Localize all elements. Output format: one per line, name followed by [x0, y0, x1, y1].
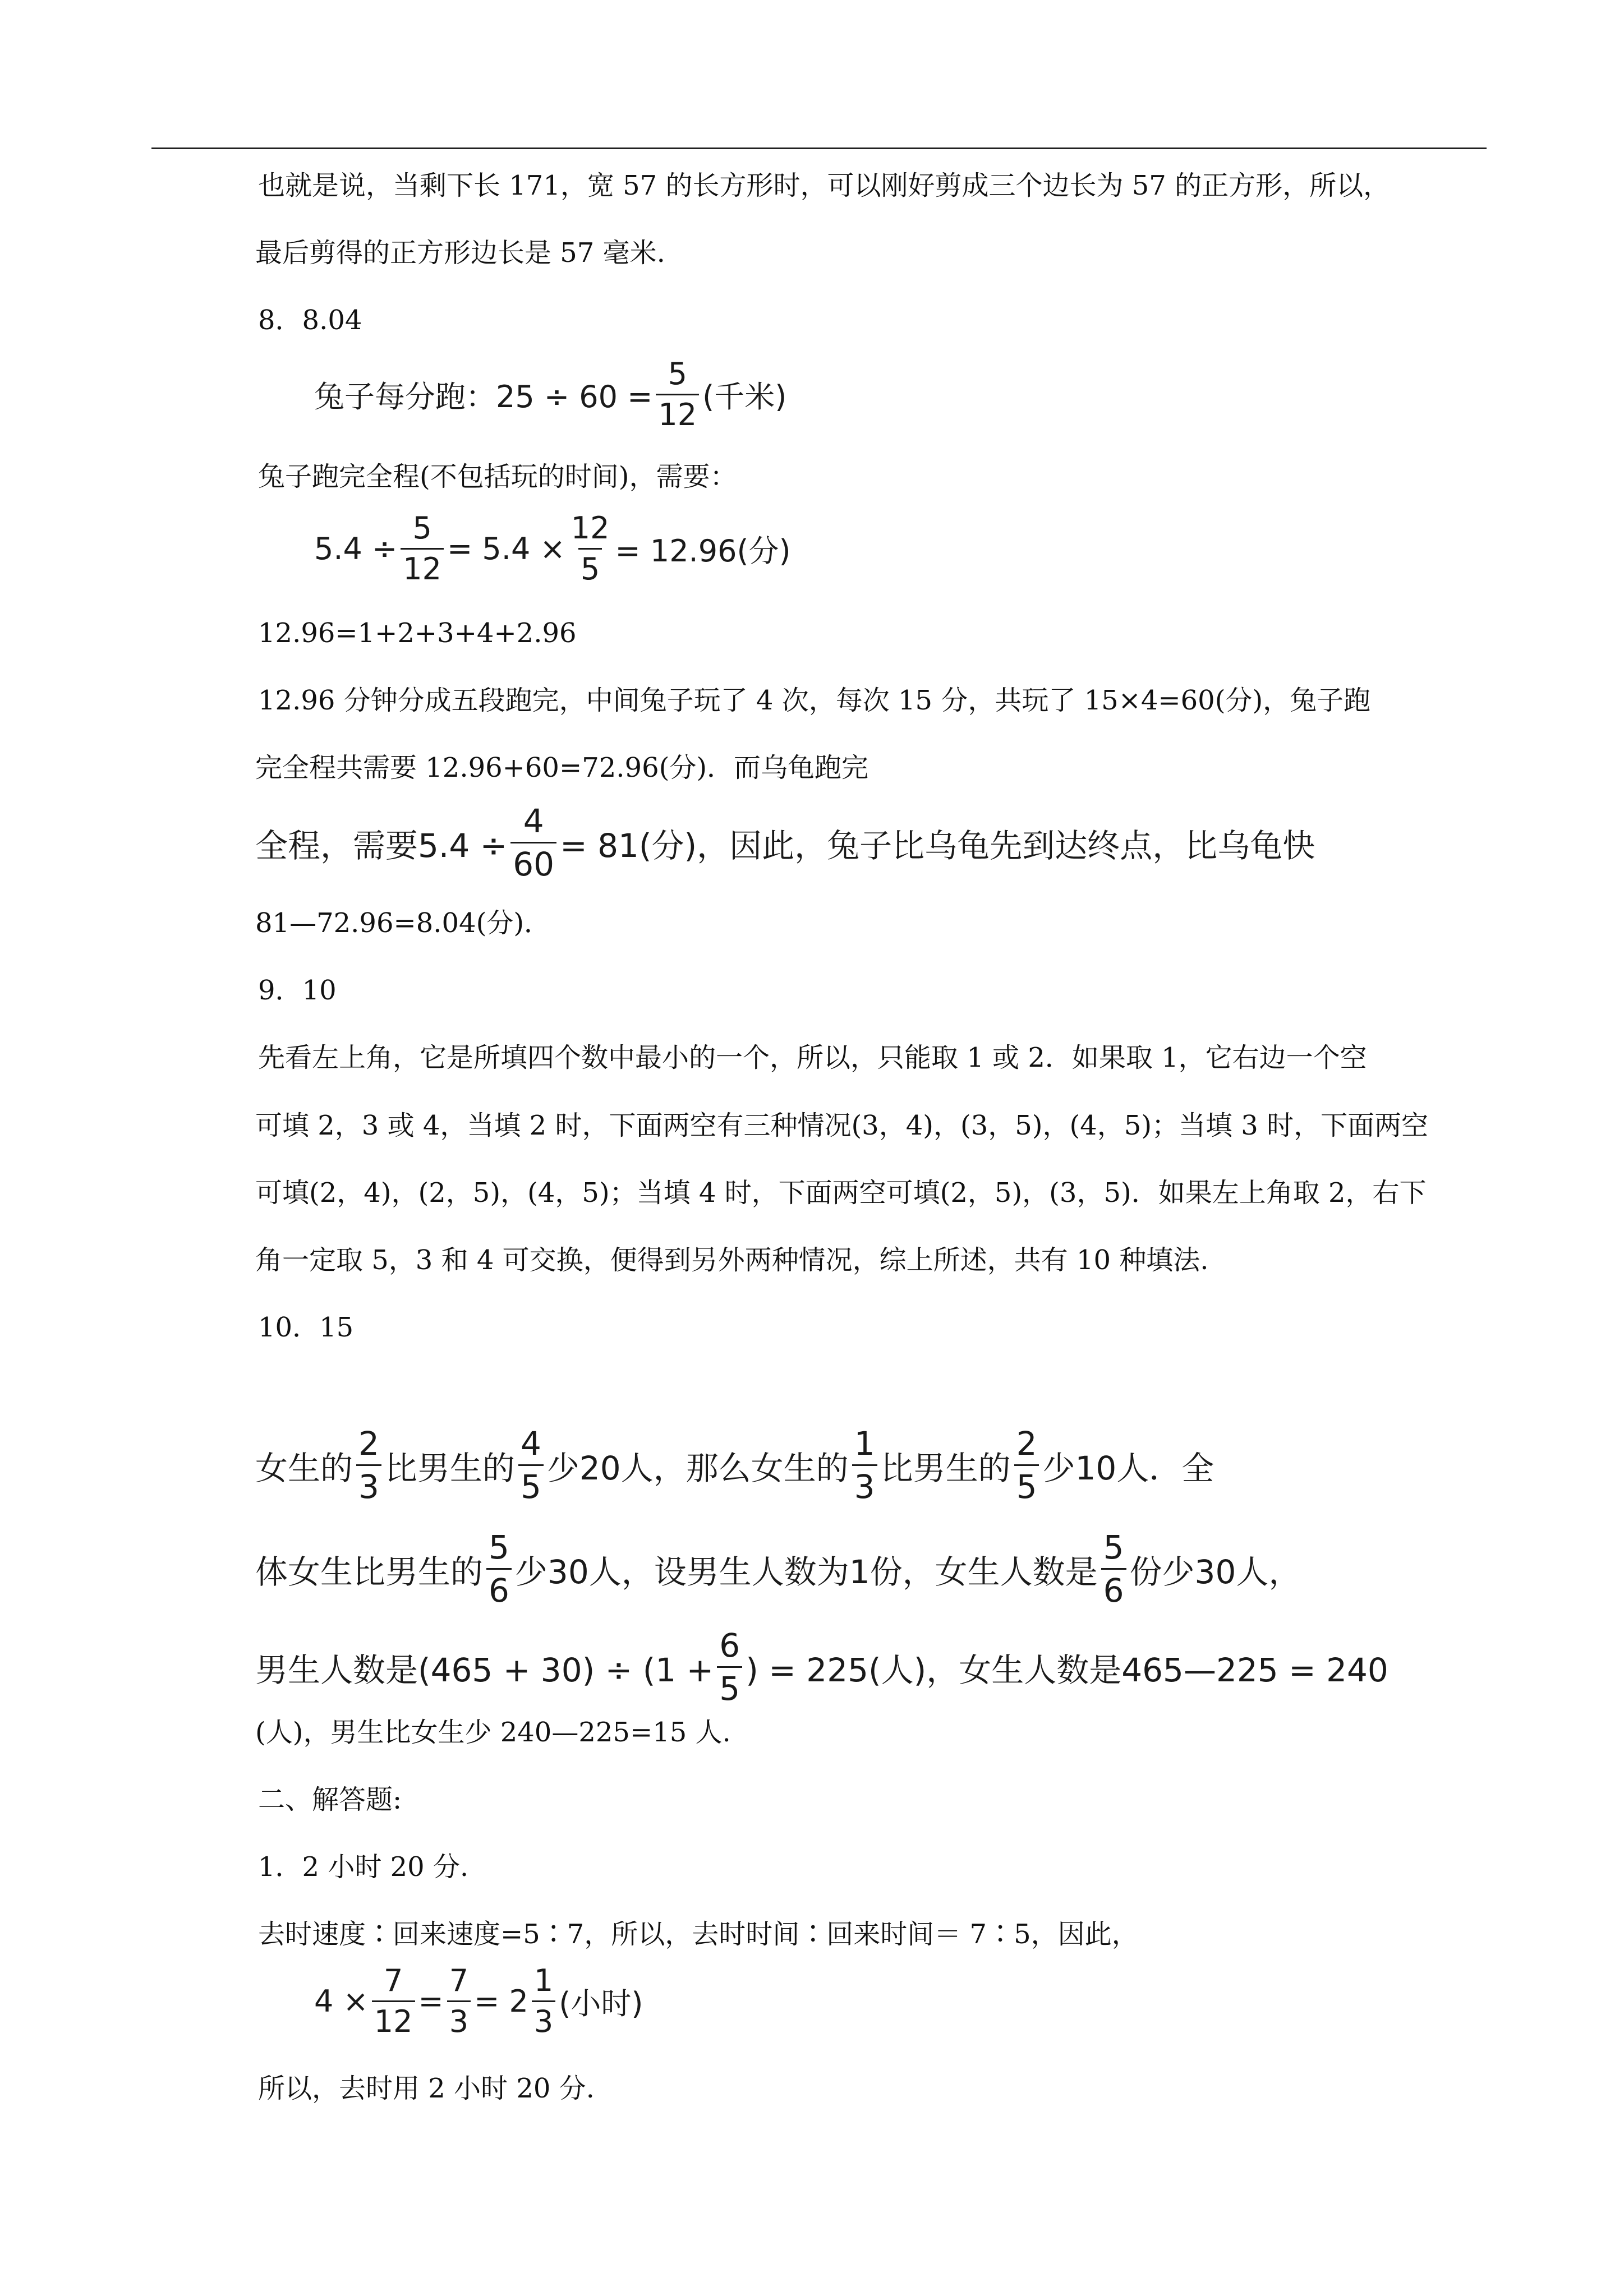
header-rule	[151, 147, 1487, 149]
text-line: 可填 2，3 或 4，当填 2 时，下面两空有三种情况(3，4)，(3，5)，(4，5)；当填 3 时，下面两空	[255, 1110, 1429, 1141]
question-10-answer: 10．15	[258, 1312, 354, 1343]
text-line: 兔子跑完全程(不包括玩的时间)，需要：	[258, 461, 737, 492]
math-text: (千米)	[702, 379, 787, 414]
question-9-answer: 9．10	[258, 975, 337, 1006]
fraction: $\frac{5}{12}$	[401, 513, 444, 584]
question-8-answer: 8．8.04	[258, 305, 362, 336]
fraction: $\frac{4}{5}$	[518, 1427, 544, 1503]
section-heading: 二、解答题:	[258, 1784, 402, 1815]
fraction: $\frac{2}{3}$	[356, 1427, 381, 1503]
math-time: 4 × $\frac{7}{12}$ = $\frac{7}{3}$ = 2 $\frac{1}{3}$ (小时)	[314, 1963, 643, 2039]
math-rabbit-speed	[314, 356, 787, 432]
text-line: 最后剪得的正方形边长是 57 毫米.	[255, 237, 665, 269]
text-line: 去时速度∶回来速度=5∶7，所以，去时时间∶回来时间＝ 7∶5，因此，	[258, 1919, 1139, 1950]
fraction: $\frac{7}{12}$	[372, 1966, 415, 2037]
fraction: $\frac{1}{3}$	[532, 1966, 555, 2037]
text-line: 可填(2，4)，(2，5)，(4，5)；当填 4 时，下面两空可填(2，5)，(3，5)．如果左上角取 2，右下	[255, 1177, 1427, 1209]
fraction: $\frac{12}{5}$	[571, 510, 610, 587]
text-line: 先看左上角，它是所填四个数中最小的一个，所以，只能取 1 或 2．如果取 1，它右边一个空	[258, 1042, 1367, 1073]
text-line: 角一定取 5，3 和 4 可交换，便得到另外两种情况，综上所述，共有 10 种填法.	[255, 1244, 1209, 1276]
fraction: $\frac{4}{60}$	[510, 805, 556, 880]
fraction: $\frac{5}{6}$	[1101, 1531, 1126, 1607]
fraction: $\frac{7}{3}$	[447, 1966, 471, 2037]
fraction: $\frac{2}{5}$	[1014, 1427, 1039, 1503]
math-rabbit-time: 5.4 ÷ $\frac{5}{12}$ = 5.4 × $\frac{12}{5}$ = 12.96(分)	[314, 510, 791, 587]
math-girls-1: 女生的 $\frac{2}{3}$ 比男生的 $\frac{4}{5}$ 少20人，那么女生的 $\frac{1}{3}$ 比男生的 $\frac{2}{5}$ 少10人．全	[255, 1424, 1214, 1506]
text-line: 12.96=1+2+3+4+2.96	[258, 617, 577, 649]
text-line: 也就是说，当剩下长 171，宽 57 的长方形时，可以刚好剪成三个边长为 57 的正方形，所以，	[258, 170, 1391, 201]
math-text: 兔子每分跑：25 ÷ 60 =	[314, 379, 653, 414]
text-line: 完全程共需要 12.96+60=72.96(分)．而乌龟跑完	[255, 752, 869, 783]
fraction: $\frac{6}{5}$	[717, 1629, 742, 1705]
answer-1: 1．2 小时 20 分.	[258, 1851, 469, 1883]
math-girls-3: 男生人数是(465 + 30) ÷ (1 + $\frac{6}{5}$ ) = 225(人)，女生人数是465—225 = 240	[255, 1626, 1388, 1708]
text-line: 12.96 分钟分成五段跑完，中间兔子玩了 4 次，每次 15 分，共玩了 15×4=60(分)，兔子跑	[258, 685, 1371, 716]
text-line: (人)，男生比女生少 240—225=15 人.	[255, 1717, 731, 1748]
math-girls-2: 体女生比男生的 $\frac{5}{6}$ 少30人，设男生人数为1份，女生人数是 $\frac{5}{6}$ 份少30人，	[255, 1528, 1301, 1610]
math-turtle: 全程，需要5.4 ÷ $\frac{4}{60}$ = 81(分)，因此，兔子比乌龟先到达终点，比乌龟快	[255, 802, 1315, 883]
fraction: $\frac{1}{3}$	[852, 1427, 877, 1503]
fraction: $\frac{5}{12}$	[656, 359, 699, 430]
text-line: 所以，去时用 2 小时 20 分.	[258, 2073, 595, 2104]
fraction: $\frac{5}{6}$	[486, 1531, 512, 1607]
text-line: 81—72.96=8.04(分)．	[255, 907, 551, 939]
